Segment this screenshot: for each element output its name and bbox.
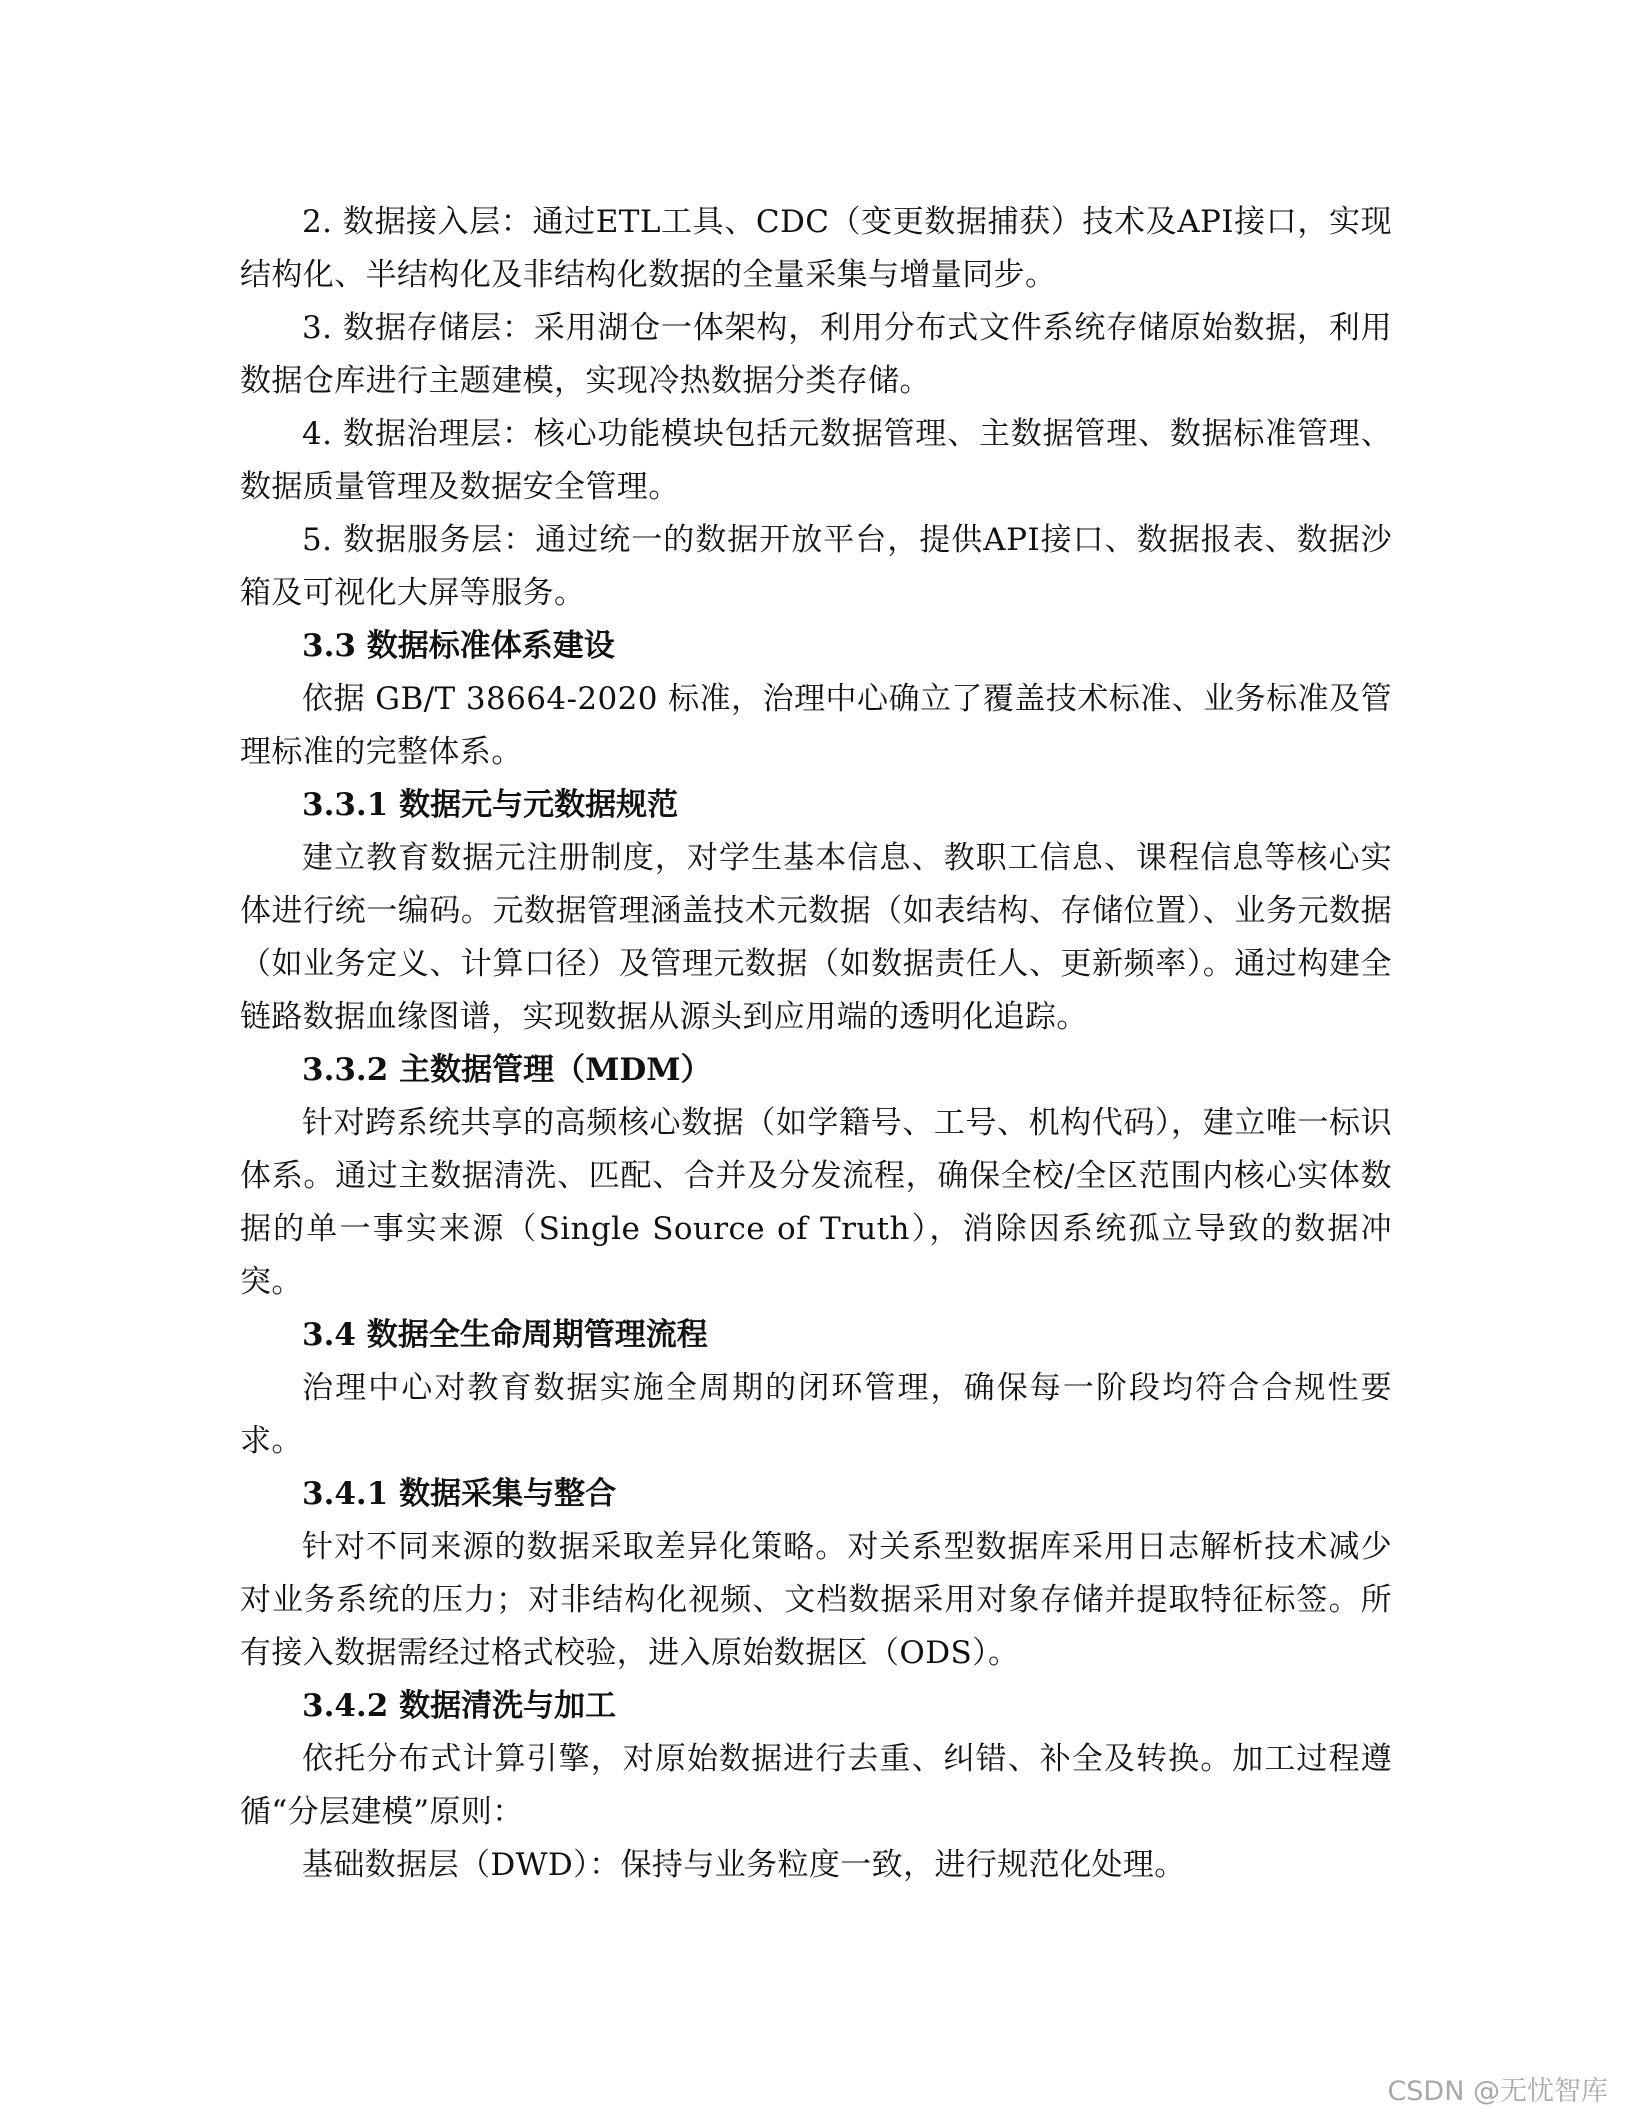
paragraph-dwd-layer: 基础数据层（DWD）：保持与业务粒度一致，进行规范化处理。 [302,1847,1186,1883]
heading-3-3-1: 3.3.1 数据元与元数据规范 [302,787,679,823]
csdn-watermark: CSDN @无忧智库 [1387,2076,1608,2107]
document-page [240,196,1392,1892]
heading-3-3-2: 3.3.2 主数据管理（MDM） [302,1052,712,1088]
heading-3-4: 3.4 数据全生命周期管理流程 [302,1317,708,1353]
paragraph-data-storage-layer: 3. 数据存储层：采用湖仓一体架构，利用分布式文件系统存储原始数据，利用数据仓库进行主题建模，实现冷热数据分类存储。 [240,310,1392,399]
heading-3-4-1: 3.4.1 数据采集与整合 [302,1476,617,1512]
heading-3-4-2: 3.4.2 数据清洗与加工 [302,1688,617,1724]
paragraph-data-ingestion-layer: 2. 数据接入层：通过ETL工具、CDC（变更数据捕获）技术及API接口，实现结构化、半结构化及非结构化数据的全量采集与增量同步。 [240,204,1392,293]
paragraph-metadata-spec: 建立教育数据元注册制度，对学生基本信息、教职工信息、课程信息等核心实体进行统一编码。元数据管理涵盖技术元数据（如表结构、存储位置）、业务元数据（如业务定义、计算口径）及管理元数据（如数据责任人、更新频率）。通过构建全链路数据血缘图谱，实现数据从源头到应用端的透明化追踪。 [240,840,1392,1035]
paragraph-lifecycle: 治理中心对教育数据实施全周期的闭环管理，确保每一阶段均符合合规性要求。 [240,1370,1392,1459]
paragraph-standards-system: 依据 GB/T 38664-2020 标准，治理中心确立了覆盖技术标准、业务标准及管理标准的完整体系。 [240,681,1392,770]
paragraph-cleansing: 依托分布式计算引擎，对原始数据进行去重、纠错、补全及转换。加工过程遵循“分层建模”原则： [240,1741,1392,1830]
paragraph-data-service-layer: 5. 数据服务层：通过统一的数据开放平台，提供API接口、数据报表、数据沙箱及可视化大屏等服务。 [240,522,1392,611]
paragraph-collection: 针对不同来源的数据采取差异化策略。对关系型数据库采用日志解析技术减少对业务系统的压力；对非结构化视频、文档数据采用对象存储并提取特征标签。所有接入数据需经过格式校验，进入原始数据区（ODS）。 [240,1529,1392,1671]
paragraph-data-governance-layer: 4. 数据治理层：核心功能模块包括元数据管理、主数据管理、数据标准管理、数据质量管理及数据安全管理。 [240,416,1392,505]
paragraph-master-data: 针对跨系统共享的高频核心数据（如学籍号、工号、机构代码），建立唯一标识体系。通过主数据清洗、匹配、合并及分发流程，确保全校/全区范围内核心实体数据的单一事实来源（Single Source of Truth），消除因系统孤立导致的数据冲突。 [240,1105,1392,1300]
heading-3-3: 3.3 数据标准体系建设 [302,628,615,664]
